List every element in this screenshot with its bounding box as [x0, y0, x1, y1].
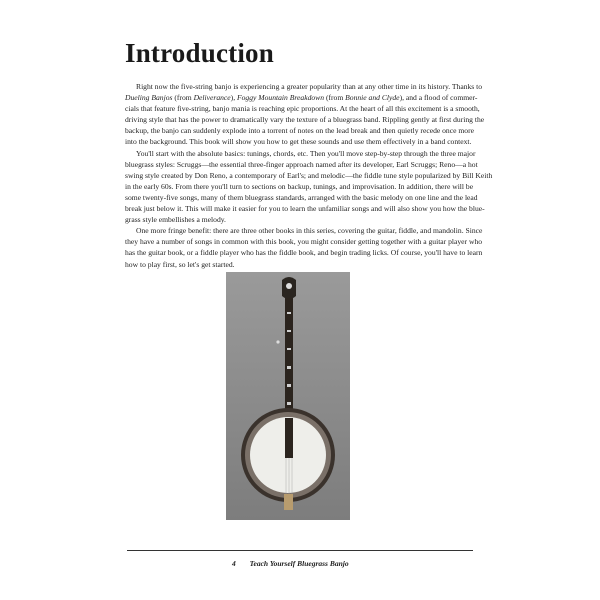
paragraph — [125, 81, 485, 148]
text-segment: has the guitar book, or a fiddle player who has the fiddle book, and begin trading licks. Of course, you'll have to learn — [125, 248, 483, 258]
text-segment: into the background. This book will show you how to get these sounds and use them effectively in a band context. — [125, 137, 472, 147]
text-line — [125, 159, 478, 170]
text-segment: grass style embellishes a melody. — [125, 215, 226, 225]
text-segment: they have a number of songs in common with this book, you might consider getting together with a guitar player who — [125, 237, 483, 247]
italic-title: Deliverance — [193, 93, 231, 103]
text-line — [125, 259, 473, 270]
text-segment: swing style created by Don Reno, a contemporary of Earl's; and melodic—the fiddle tune style popularized by Bill Keith — [125, 170, 493, 180]
text-line — [125, 81, 483, 92]
text-segment: ), and a flood of commer- — [399, 93, 478, 103]
text-segment: in the early 60s. From there you'll turn to sections on backup, tunings, and improvisation. In addition, there will be — [125, 181, 474, 191]
text-line — [125, 103, 480, 114]
text-line — [125, 92, 478, 103]
text-segment: (from — [172, 93, 194, 103]
book-title: Teach Yourself Bluegrass Banjo — [249, 559, 349, 568]
text-segment: (from — [324, 93, 346, 103]
text-line — [125, 236, 483, 247]
text-line — [125, 148, 476, 159]
text-line — [125, 214, 473, 225]
text-line — [125, 125, 473, 136]
italic-title: Bonnie and Clyde — [345, 93, 400, 103]
text-segment: Right now the five-string banjo is experiencing a greater popularity than at any other time in its history. Thanks to — [136, 82, 483, 91]
text-segment: You'll start with the absolute basics: tunings, chords, etc. Then you'll move step-by-step through the three major — [136, 148, 476, 158]
text-segment: how to play first, so let's get started. — [125, 259, 235, 269]
text-line — [125, 136, 473, 147]
text-segment: driving style that has the power to dramatically vary the texture of a bluegrass band. Rippling gently at first during the — [125, 115, 485, 125]
text-line — [125, 181, 473, 192]
paragraph — [125, 225, 483, 269]
text-segment: backup, the banjo can suddenly explode into a torrent of notes on the lead break and then quietly recede once more — [125, 126, 474, 136]
banjo-photo — [226, 272, 350, 520]
text-segment: cials that feature five-string, banjo mania is reaching epic proportions. At the heart of all this excitement is a smooth, — [125, 104, 480, 114]
text-line — [125, 203, 485, 214]
page-title: Introduction — [125, 38, 274, 68]
text-segment: ), — [230, 93, 237, 103]
text-segment: One more fringe benefit: there are three other books in this series, covering the guitar, fiddle, and mandolin. Since — [136, 226, 483, 236]
text-line — [125, 225, 483, 236]
text-segment: bluegrass styles: Scruggs—the essential three-finger approach named after its developer, Earl Scruggs; Reno—a hot — [125, 159, 478, 169]
footer-rule — [127, 550, 473, 551]
page-number: 4 — [232, 559, 236, 568]
text-line — [125, 170, 493, 181]
text-segment: break just below it. This will make it easier for you to learn the unfamiliar songs and will also show you how the blue- — [125, 204, 485, 214]
italic-title: Dueling Banjos — [125, 93, 173, 103]
page-footer — [232, 559, 349, 568]
text-line — [125, 114, 485, 125]
text-segment: some twenty-five songs, many of them bluegrass standards, arranged with the basic melody on one line and the lead — [125, 192, 478, 202]
text-line — [125, 247, 483, 258]
text-line — [125, 192, 478, 203]
body-text — [125, 81, 493, 270]
paragraph — [125, 148, 493, 226]
italic-title: Foggy Mountain Breakdown — [237, 93, 325, 103]
